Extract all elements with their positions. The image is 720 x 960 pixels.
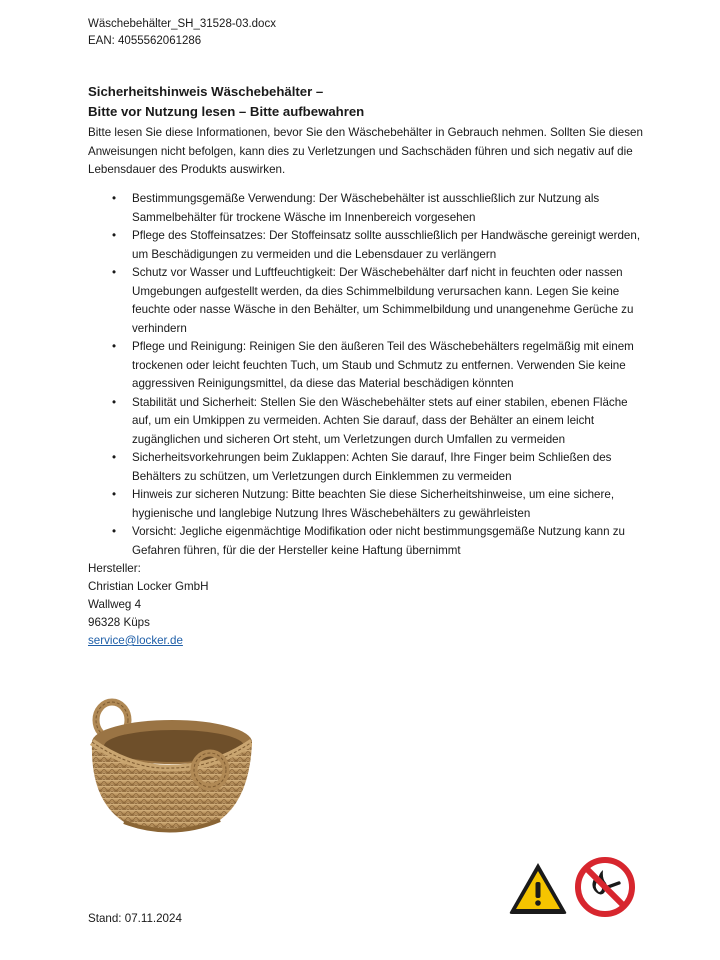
manufacturer-block — [88, 560, 208, 650]
list-item — [112, 264, 642, 338]
intro-paragraph: Bitte lesen Sie diese Informationen, bevor Sie den Wäschebehälter in Gebrauch nehmen. Sollten Sie diesen Anweisungen nicht befolgen, kann dies zu Verletzungen und Sachschäden führen und sich negativ auf die Lebensdauer des Produkts auswirken. — [88, 126, 643, 176]
manufacturer-city: 96328 Küps — [88, 616, 150, 629]
list-item-text: Stabilität und Sicherheit: Stellen Sie den Wäschebehälter stets auf einer stabilen, ebenen Fläche auf, um ein Umkippen zu vermeiden. Achten Sie darauf, dass der Behälter an einem leicht zugänglichen und sicheren Ort steht, um Verletzungen durch Umfallen zu vermeiden — [132, 395, 628, 446]
product-basket-image — [62, 690, 252, 835]
bullet-icon: • — [112, 266, 117, 279]
list-item — [112, 523, 642, 560]
document-title — [88, 82, 364, 122]
list-item — [112, 486, 642, 523]
list-item — [112, 190, 642, 227]
document-ean: EAN: 4055562061286 — [88, 35, 202, 47]
bullet-icon: • — [112, 525, 117, 538]
list-item — [112, 394, 642, 450]
document-header — [88, 16, 276, 50]
bullet-icon: • — [112, 395, 117, 409]
list-item-text: Vorsicht: Jegliche eigenmächtige Modifikation oder nicht bestimmungsgemäße Nutzung kann zu Gefahren führen, für die der Hersteller keine Haftung übernimmt — [132, 525, 626, 557]
bullet-icon: • — [112, 229, 117, 242]
manufacturer-street: Wallweg 4 — [88, 598, 142, 611]
title-line-2: Bitte vor Nutzung lesen – Bitte aufbewahren — [88, 104, 365, 119]
safety-list — [112, 190, 642, 560]
list-item — [112, 338, 642, 394]
no-open-flame-icon — [575, 857, 635, 917]
manufacturer-email-link[interactable]: service@locker.de — [88, 634, 183, 647]
manufacturer-company: Christian Locker GmbH — [88, 580, 209, 593]
bullet-icon: • — [112, 488, 117, 501]
list-item — [112, 449, 642, 486]
bullet-icon: • — [112, 340, 117, 353]
list-item-text: Hinweis zur sicheren Nutzung: Bitte beachten Sie diese Sicherheitshinweise, um eine sichere, hygienische und langlebige Nutzung Ihres Wäschebehälters zu gewährleisten — [132, 488, 615, 520]
list-item-text: Bestimmungsgemäße Verwendung: Der Wäschebehälter ist ausschließlich zur Nutzung als Sammelbehälter für trockene Wäsche im Innenbereich vorgesehen — [132, 192, 600, 224]
list-item-text: Schutz vor Wasser und Luftfeuchtigkeit: Der Wäschebehälter darf nicht in feuchten oder nassen Umgebungen aufgestellt werden, da dies Schimmelbildung verursachen kann. Legen Sie keine feuchte oder nasse Wäsche in den Behälter, um Schimmelbildung und unangenehme Gerüche zu verhindern — [132, 266, 634, 335]
document-date: Stand: 07.11.2024 — [88, 912, 182, 925]
bullet-icon: • — [112, 192, 117, 205]
list-item-text: Sicherheitsvorkehrungen beim Zuklappen: Achten Sie darauf, Ihre Finger beim Schließen des Behälters zu schützen, um Verletzungen durch Einklemmen zu vermeiden — [132, 451, 612, 483]
manufacturer-label: Hersteller: — [88, 562, 141, 575]
document-filename: Wäschebehälter_SH_31528-03.docx — [88, 18, 276, 30]
list-item — [112, 227, 642, 264]
list-item-text: Pflege und Reinigung: Reinigen Sie den äußeren Teil des Wäschebehälters regelmäßig mit einem trockenen oder leicht feuchten Tuch, um Staub und Schmutz zu entfernen. Verwenden Sie keine aggressiven Reinigungsmittel, da diese das Material beschädigen könnten — [132, 340, 634, 390]
title-line-1: Sicherheitshinweis Wäschebehälter – — [88, 84, 324, 99]
warning-triangle-icon — [507, 860, 569, 916]
list-item-text: Pflege des Stoffeinsatzes: Der Stoffeinsatz sollte ausschließlich per Handwäsche gereinigt werden, um Beschädigungen zu vermeiden und die Lebensdauer zu verlängern — [132, 229, 641, 261]
bullet-icon: • — [112, 451, 117, 464]
